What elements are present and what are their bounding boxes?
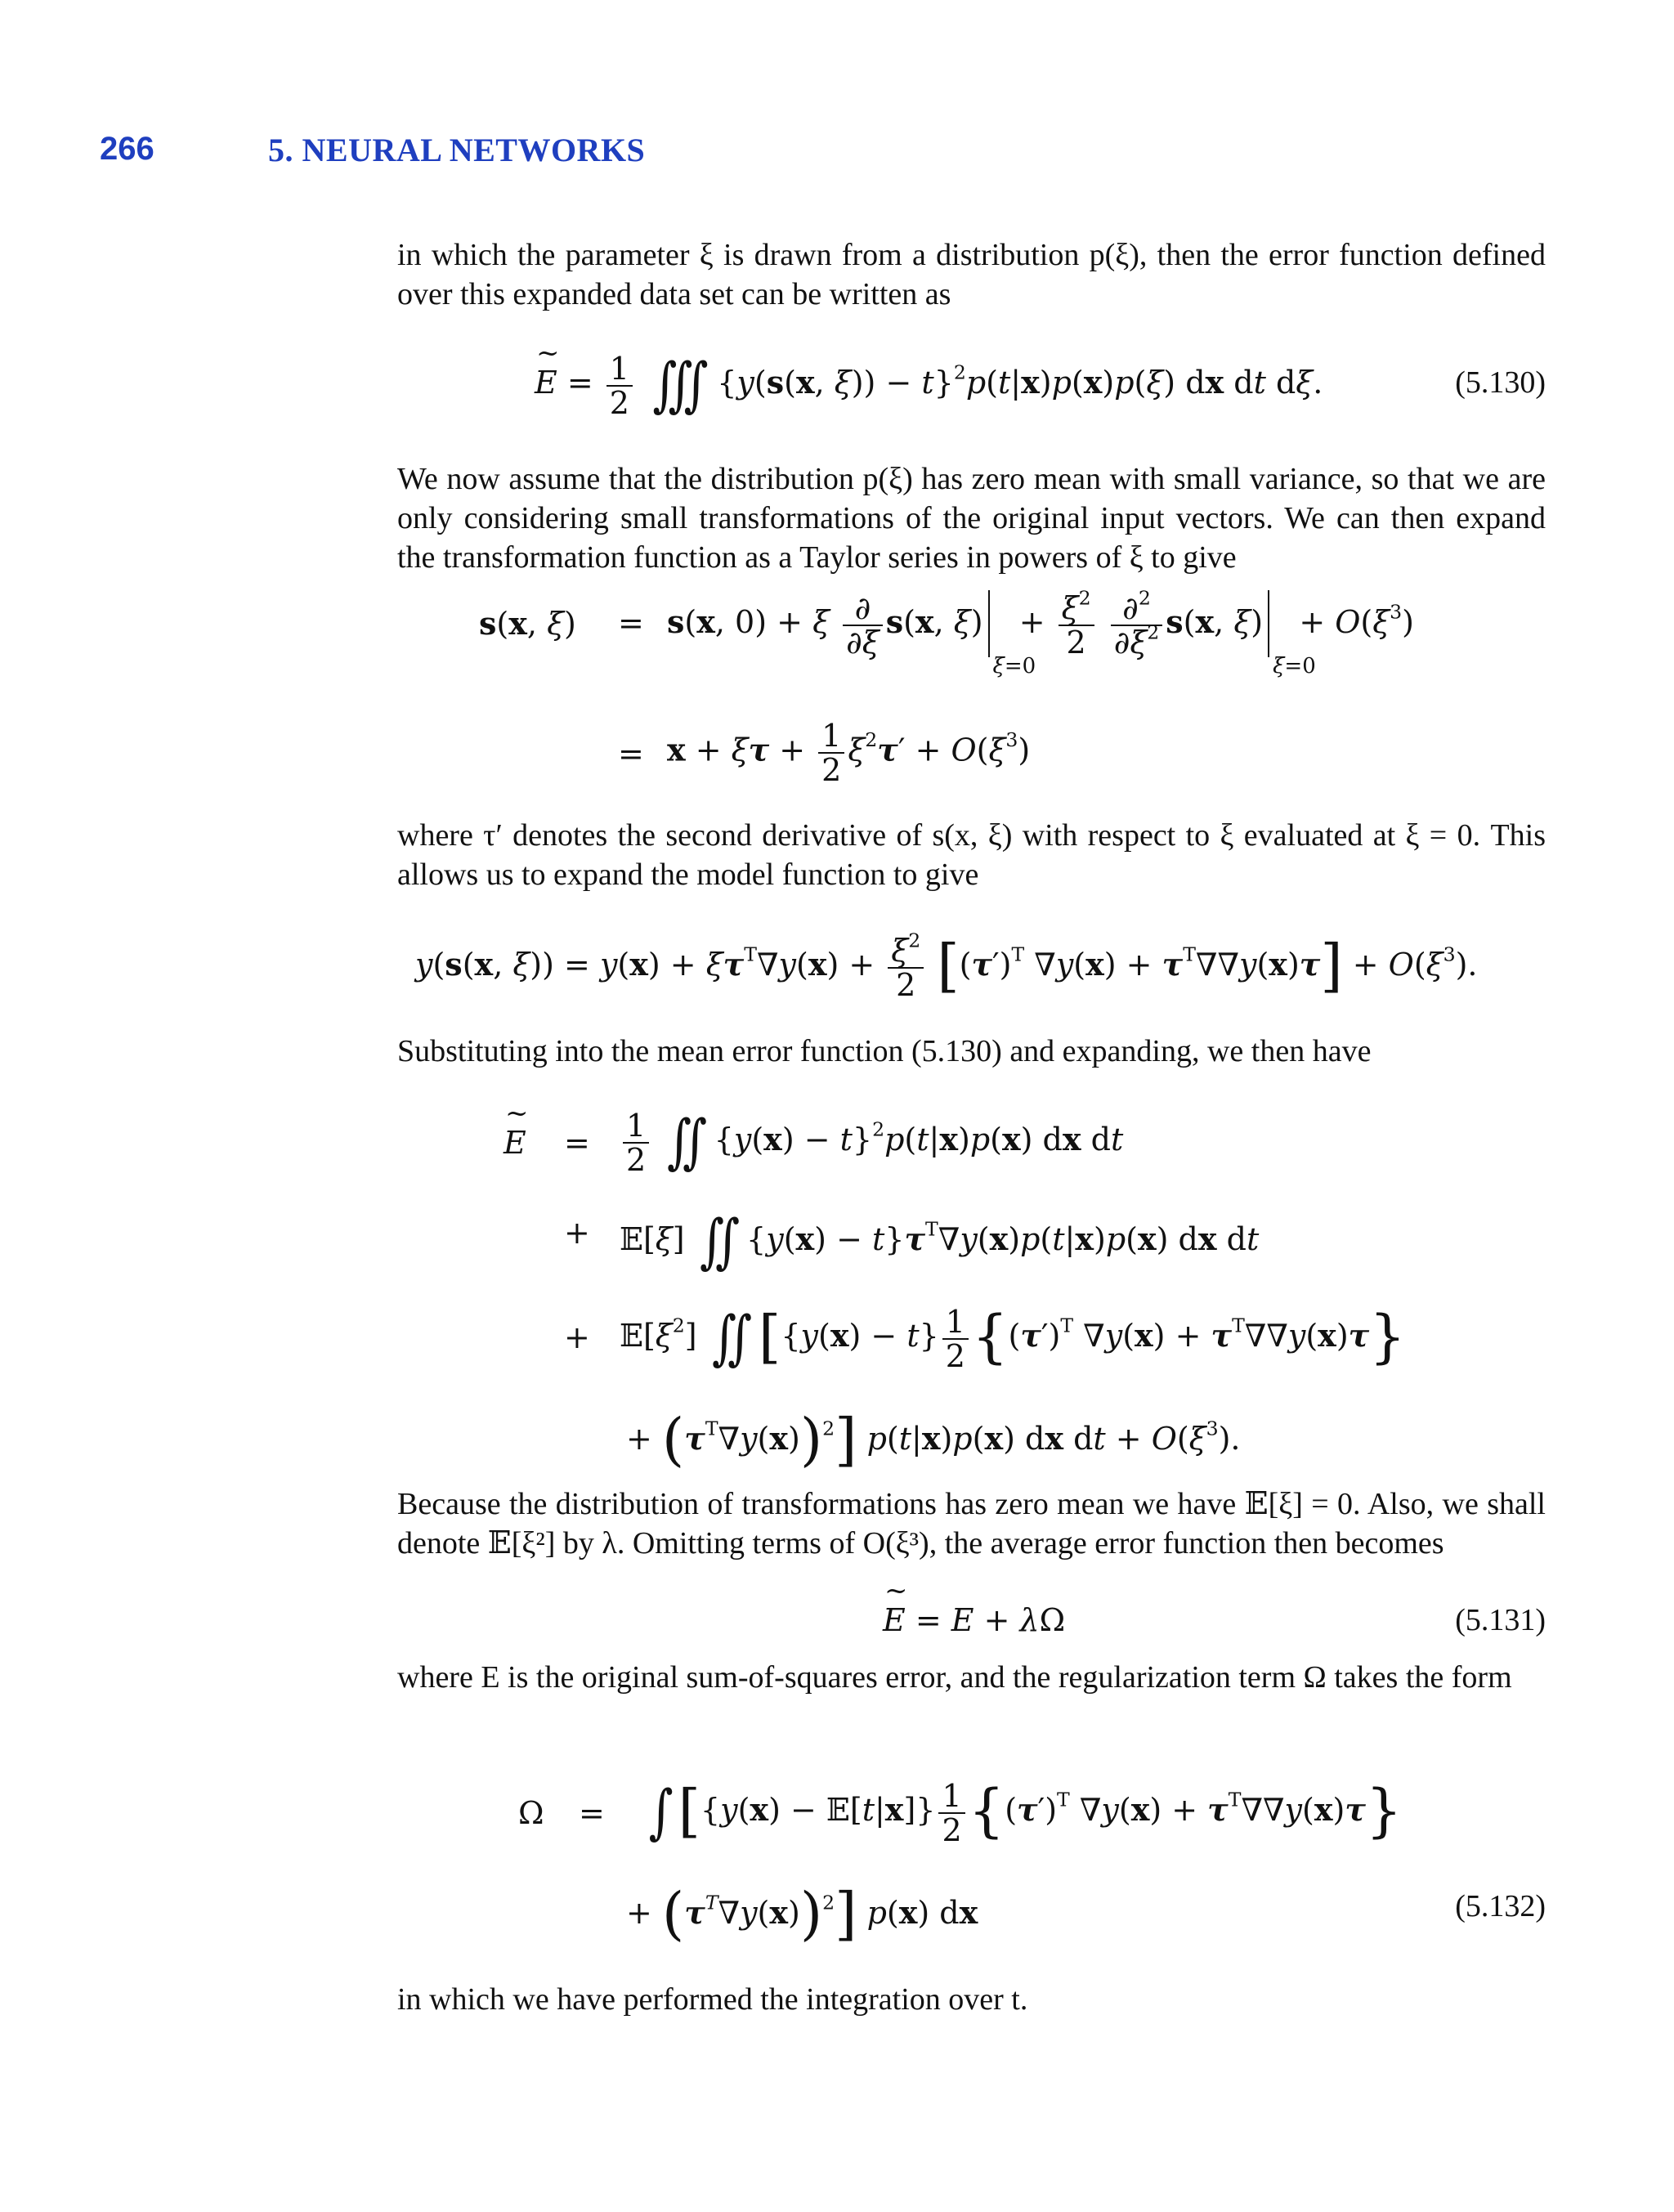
equation-5-132-lhs: Ω [518,1795,544,1831]
equation-5-131: ~ E = E + λΩ [883,1602,1065,1638]
equation-number-5-130: (5.130) [1455,365,1546,400]
paragraph-7 [397,1980,1546,2019]
paragraph-text: in which the parameter ξ is drawn from a distribution p(ξ), then the error function defined over this expanded data set can be written as [397,238,1546,311]
expanded-error-equals: = [564,1125,590,1161]
expanded-error-term-1: $\frac{1}{2}$ ∬ $\{y(x) - t\}^2p(t|x)p(x)$ dx dt [620,1107,1123,1176]
expanded-error-lhs: ~ E [504,1125,526,1161]
taylor-equals-1: = [618,605,644,641]
equation-number-5-131: (5.131) [1455,1603,1546,1637]
expanded-error-plus-1: + [564,1215,590,1251]
model-expansion-equation: y(s(x, $\xi)) = y(x) + \xi\tau^T\nabla y(x)$ + $\frac{\xi^2}{2}$ [$(\tau')^T$ $\nabla y(x) + \tau^T\nabla\nabla y(x)\tau] + O(\xi^3)$. [415,928,1478,1003]
equation-5-132-line-2: + $(\tau^T\nabla y(x))^2$] p(x) dx [626,1880,978,1947]
paragraph-6 [397,1658,1546,1697]
paragraph-3 [397,816,1546,894]
paragraph-text: We now assume that the distribution p(ξ) has zero mean with small variance, so that we are only considering small transformations of the original input vectors. We can then expand the transformation function as a Taylor series in powers of ξ to give [397,462,1546,575]
paragraph-text: Because the distribution of transformations has zero mean we have 𝔼[ξ] = 0. Also, we shall denote 𝔼[ξ²] by λ. Omitting terms of O(ξ³), the average error function then becomes [397,1487,1546,1560]
chapter-title: 5. NEURAL NETWORKS [268,132,646,168]
taylor-rhs-2: x + ξτ + $\frac{1}{2}$ $\xi^2\tau' + O(\xi^3)$ [667,718,1031,788]
equation-number-5-132: (5.132) [1455,1889,1546,1923]
equation-5-132-equals: = [579,1795,605,1831]
paragraph-text: Substituting into the mean error function (5.130) and expanding, we then have [397,1034,1372,1068]
taylor-expansion-line-1: s(x, ξ) [479,605,576,642]
paragraph-5 [397,1484,1546,1563]
expanded-error-term-3-continued: + $(\tau^T\nabla y(x))^2$] p(t|x)p(x) dx dt + $O(\xi^3)$. [626,1406,1241,1473]
equation-5-132-line-1: ∫ [{y(x) − 𝔼[t|x]} $\frac{1}{2}$ {$(\tau')^T$ $\nabla y(x) + \tau^T\nabla\nabla y(x)\tau$} [648,1777,1403,1848]
taylor-equals-2: = [618,736,644,772]
expanded-error-term-3: $𝔼[\xi^2]$ ∬ [{y(x) − t} $\frac{1}{2}$ {$(\tau')^T$ $\nabla y(x) + \tau^T\nabla\nabla y(x)\tau$} [620,1303,1406,1374]
paragraph-1 [397,235,1546,314]
paragraph-text: in which we have performed the integration over t. [397,1982,1028,2017]
paragraph-4 [397,1032,1546,1071]
page-number: 266 [100,131,154,167]
expanded-error-plus-2: + [564,1319,590,1355]
paragraph-text: where E is the original sum-of-squares error, and the regularization term Ω takes the form [397,1660,1512,1695]
taylor-rhs-1: s(x, 0) + ξ $\frac{\partial}{\partial\xi}$ s(x, ξ) ξ=0 + $\frac{\xi^2}{2}$ $\frac{\partial^2}{\partial\xi^2}$ s(x, ξ) ξ=0 + $O(\xi^3)$ [667,585,1414,678]
paragraph-2 [397,459,1546,577]
paragraph-text: where τ′ denotes the second derivative of s(x, ξ) with respect to ξ evaluated at ξ = 0. This allows us to expand the model function to give [397,818,1546,892]
expanded-error-term-2: 𝔼[ξ] ∬ $\{y(x) - t\}\tau^T\nabla y(x)p(t|x)p(x)$ dx dt [620,1207,1260,1275]
equation-5-130: ~ E = $\frac{1}{2}$ ∭ {y(s(x, ξ)) − t}$^2$p(t|x)p(x)p(ξ) dx dt dξ. [535,350,1323,419]
